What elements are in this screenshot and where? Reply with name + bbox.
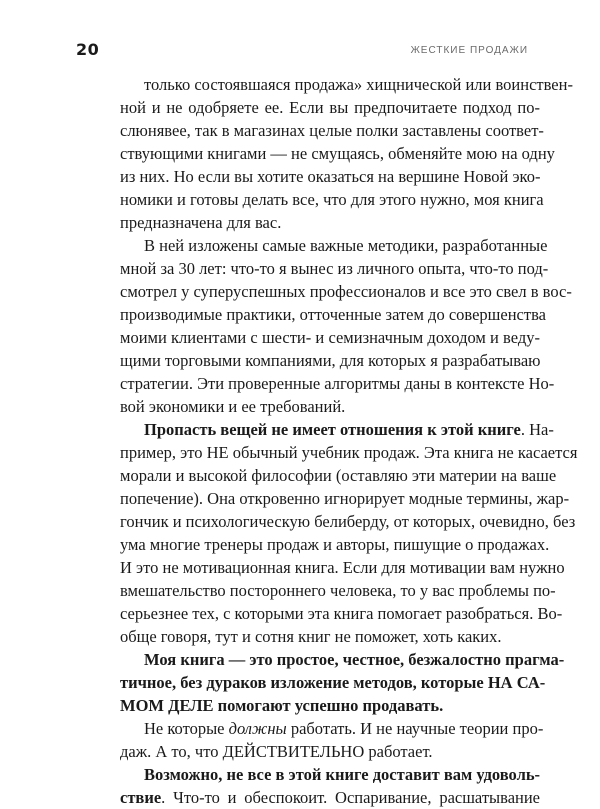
- paragraph: [120, 648, 565, 717]
- text-line: [120, 717, 544, 740]
- text-line: [120, 579, 556, 602]
- text-line: [120, 418, 554, 441]
- text-run: смотрел у суперуспешных профессионалов и все это свел в вос-: [120, 282, 572, 301]
- text-line: [120, 441, 578, 464]
- text-run: пример, это НЕ обычный учебник продаж. Эта книга не касается: [120, 443, 578, 462]
- text-run: из них. Но если вы хотите оказаться на вершине Новой эко-: [120, 167, 541, 186]
- bold-text: Моя книга — это простое, честное, безжалостно прагма-: [144, 650, 565, 669]
- text-run: ствующими книгами — не смущаясь, обменяйте мою на одну: [120, 144, 555, 163]
- text-run: работать. И не научные теории про-: [286, 719, 544, 738]
- bold-text: Возможно, не все в этой книге доставит вам удоволь-: [144, 765, 541, 784]
- bold-text: тичное, без дураков изложение методов, которые НА СА-: [120, 673, 546, 692]
- paragraph: [120, 418, 578, 648]
- text-line: [120, 648, 565, 671]
- text-run: морали и высокой философии (оставляю эти материи на ваше: [120, 466, 557, 485]
- text-line: [120, 556, 565, 579]
- text-run: В ней изложены самые важные методики, разработанные: [144, 236, 548, 255]
- text-line: [120, 671, 546, 694]
- paragraph: [120, 73, 573, 234]
- text-run: предназначена для вас.: [120, 213, 282, 232]
- text-run: только состоявшаяся продажа» хищнической или воинствен-: [144, 75, 573, 94]
- text-run: стратегии. Эти проверенные алгоритмы даны в контексте Но-: [120, 374, 555, 393]
- text-line: [120, 487, 570, 510]
- text-line: [120, 694, 540, 717]
- text-run: серьезнее тех, с которыми эта книга помогает разобраться. Во-: [120, 604, 563, 623]
- text-line: [120, 763, 540, 786]
- text-line: [120, 740, 540, 763]
- paragraph: [120, 717, 544, 763]
- text-line: [120, 280, 572, 303]
- text-run: мной за 30 лет: что-то я вынес из личного опыта, что-то под-: [120, 259, 549, 278]
- text-line: [120, 395, 540, 418]
- text-line: [120, 165, 540, 188]
- text-run: вой экономики и ее требований.: [120, 397, 346, 416]
- text-line: [120, 96, 540, 119]
- bold-text: ствие: [120, 788, 162, 807]
- text-line: [120, 533, 550, 556]
- body-text: [120, 73, 578, 809]
- text-run: Не которые: [144, 719, 229, 738]
- running-title: ЖЕСТКИЕ ПРОДАЖИ: [410, 45, 528, 56]
- bold-text: МОМ ДЕЛЕ помогают успешно продавать.: [120, 696, 444, 715]
- italic-text: должны: [228, 719, 287, 738]
- text-line: [120, 372, 555, 395]
- text-line: [120, 786, 540, 809]
- text-line: [120, 349, 540, 372]
- text-run: номики и готовы делать все, что для этого нужно, моя книга: [120, 190, 544, 209]
- text-run: гончик и психологическую белиберду, от которых, очевидно, без: [120, 512, 576, 531]
- text-line: [120, 625, 540, 648]
- text-line: [120, 142, 555, 165]
- text-run: даж. А то, что ДЕЙСТВИТЕЛЬНО работает.: [120, 742, 433, 761]
- text-run: щими торговыми компаниями, для которых я разрабатываю: [120, 351, 541, 370]
- paragraph: [120, 763, 540, 809]
- bold-text: Пропасть вещей не имеет отношения к этой книге: [144, 420, 521, 439]
- text-run: моими клиентами с шести- и семизначным доходом и веду-: [120, 328, 540, 347]
- text-run: вмешательство постороннего человека, то у вас проблемы по-: [120, 581, 556, 600]
- text-run: . На-: [520, 420, 554, 439]
- text-line: [120, 257, 549, 280]
- text-run: попечение). Она откровенно игнорирует модные термины, жар-: [120, 489, 570, 508]
- text-line: [120, 188, 544, 211]
- text-run: И это не мотивационная книга. Если для мотивации вам нужно: [120, 558, 565, 577]
- paragraph: [120, 234, 572, 418]
- text-run: ума многие тренеры продаж и авторы, пишущие о продажах.: [120, 535, 550, 554]
- text-line: [120, 464, 557, 487]
- text-run: . Что-то и обеспокоит. Оспаривание, расшатывание: [161, 788, 540, 807]
- text-run: обще говоря, тут и сотня книг не поможет, хоть каких.: [120, 627, 502, 646]
- text-line: [120, 303, 546, 326]
- text-line: [120, 234, 548, 257]
- text-line: [120, 602, 563, 625]
- text-run: слюнявее, так в магазинах целые полки заставлены соответ-: [120, 121, 544, 140]
- text-run: ной и не одобряете ее. Если вы предпочитаете подход по-: [120, 98, 540, 117]
- text-line: [120, 326, 540, 349]
- text-run: производимые практики, отточенные затем до совершенства: [120, 305, 546, 324]
- text-line: [120, 119, 544, 142]
- text-line: [120, 73, 573, 96]
- text-line: [120, 510, 576, 533]
- page-number: 20: [76, 40, 100, 59]
- text-line: [120, 211, 540, 234]
